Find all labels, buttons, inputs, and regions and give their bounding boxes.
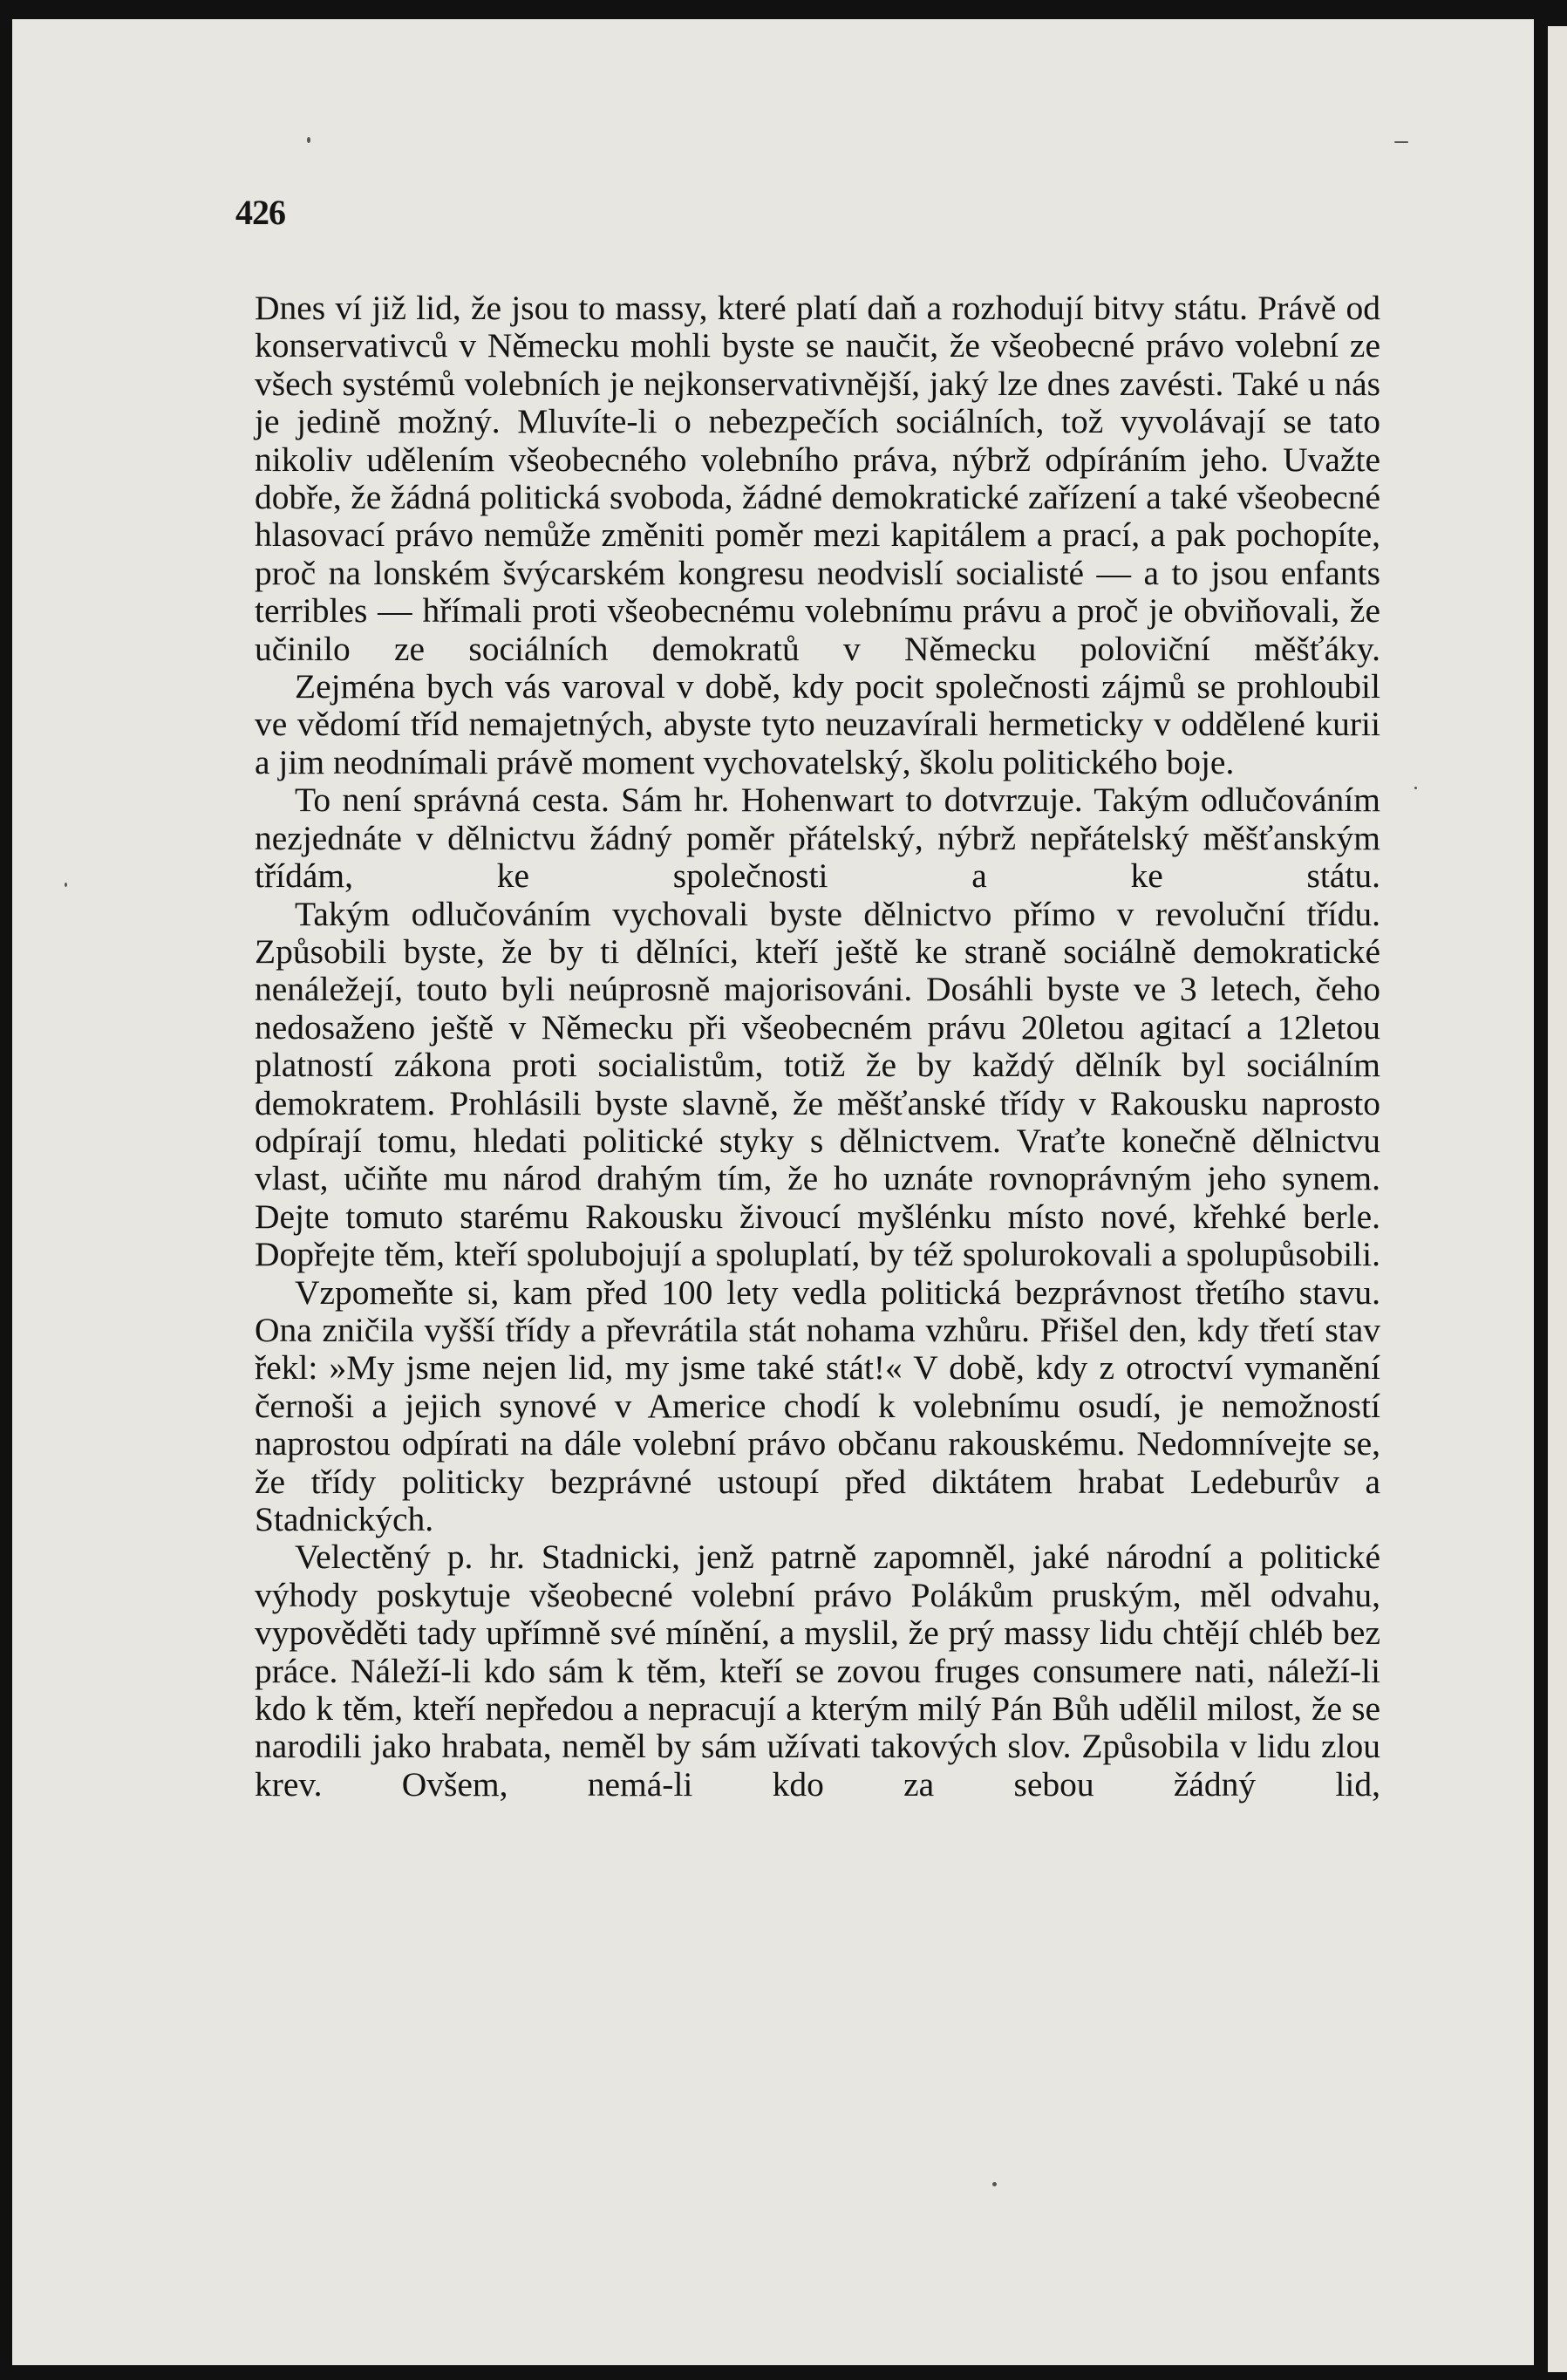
paragraph-1: Dnes ví již lid, že jsou to massy, které platí daň a rozhodují bitvy státu. Právě od konservativců v Německu mohli byste se naučit, že všeobecné právo volební ze všech systémů volebních je nejkonservativnější, jaký lze dnes zavésti. Také u nás je jedině možný. Mluvíte-li o nebezpečích sociálních, tož vyvolávají se tato nikoliv udělením všeobecného volebního práva, nýbrž odpíráním jeho. Uvažte dobře, že žádná politická svoboda, žádné demokratické zařízení a také všeobecné hlasovací právo nemůže změniti poměr mezi kapitálem a prací, a pak pochopíte, proč na lonském švýcarském kongresu neodvislí socialisté — a to jsou enfants terribles — hřímali proti všeobecnému volebnímu právu a proč je obviňovali, že učinilo ze sociálních demokratů v Německu poloviční měšťáky.	[255, 289, 1380, 668]
print-speck	[992, 2182, 997, 2186]
page-number: 426	[235, 193, 285, 232]
paragraph-4: Takým odlučováním vychovali byste dělnictvo přímo v revoluční třídu. Způsobili byste, že by ti dělníci, kteří ještě ke straně sociálně demokratické nenáležejí, touto byli neúprosně majorisováni. Dosáhli byste ve 3 letech, čeho nedosaženo ještě v Německu při všeobecném právu 20letou agitací a 12letou platností zákona proti socialistům, totiž že by každý dělník byl sociálním demokratem. Prohlásili byste slavně, že měšťanské třídy v Rakousku naprosto odpírají tomu, hledati politické styky s dělnictvem. Vraťte konečně dělnictvu vlast, učiňte mu národ drahým tím, že ho uznáte rovnoprávným jeho synem. Dejte tomuto starému Rakousku živoucí myšlénku místo nové, křehké berle. Dopřejte těm, kteří spolubojují a spoluplatí, by též spolurokovali a spolupůsobili.	[255, 894, 1380, 1274]
print-speck	[1394, 141, 1408, 143]
paragraph-2: Zejména bych vás varoval v době, kdy pocit společnosti zájmů se prohloubil ve vědomí tříd nemajetných, abyste tyto neuzavírali hermeticky v oddělené kurii a jim neodnímali právě moment vychovatelský, školu politického boje.	[255, 667, 1380, 781]
print-speck	[65, 883, 67, 887]
book-page	[12, 19, 1534, 2365]
paragraph-3: To není správná cesta. Sám hr. Hohenwart to dotvrzuje. Takým odlučováním nezjednáte v dělnictvu žádný poměr přátelský, nýbrž nepřátelský měšťanským třídám, ke společnosti a ke státu.	[255, 781, 1380, 896]
page-text	[255, 290, 1380, 1804]
adjacent-page-edge	[1548, 26, 1567, 2372]
paragraph-6: Velectěný p. hr. Stadnicki, jenž patrně zapomněl, jaké národní a politické výhody poskytuje všeobecné volební právo Polákům pruským, měl odvahu, vypověděti tady upřímně své mínění, a myslil, že prý massy lidu chtějí chléb bez práce. Náleží-li kdo sám k těm, kteří se zovou fruges consumere nati, náleží-li kdo k těm, kteří nepředou a nepracují a kterým milý Pán Bůh udělil milost, že se narodili jako hrabata, neměl by sám užívati takových slov. Způsobila v lidu zlou krev. Ovšem, nemá-li kdo za sebou žádný lid,	[255, 1538, 1380, 1804]
print-speck	[1414, 787, 1417, 789]
paragraph-5: Vzpomeňte si, kam před 100 lety vedla politická bezprávnost třetího stavu. Ona zničila vyšší třídy a převrátila stát nohama vzhůru. Přišel den, kdy třetí stav řekl: »My jsme nejen lid, my jsme také stát!« V době, kdy z otroctví vymanění černoši a jejich synové v Americe chodí k volebnímu osudí, je nemožností naprostou odpírati na dále volební právo občanu rakouskému. Nedomnívejte se, že třídy politicky bezprávné ustoupí před diktátem hrabat Ledeburův a Stadnických.	[255, 1272, 1380, 1538]
print-speck	[307, 137, 310, 143]
